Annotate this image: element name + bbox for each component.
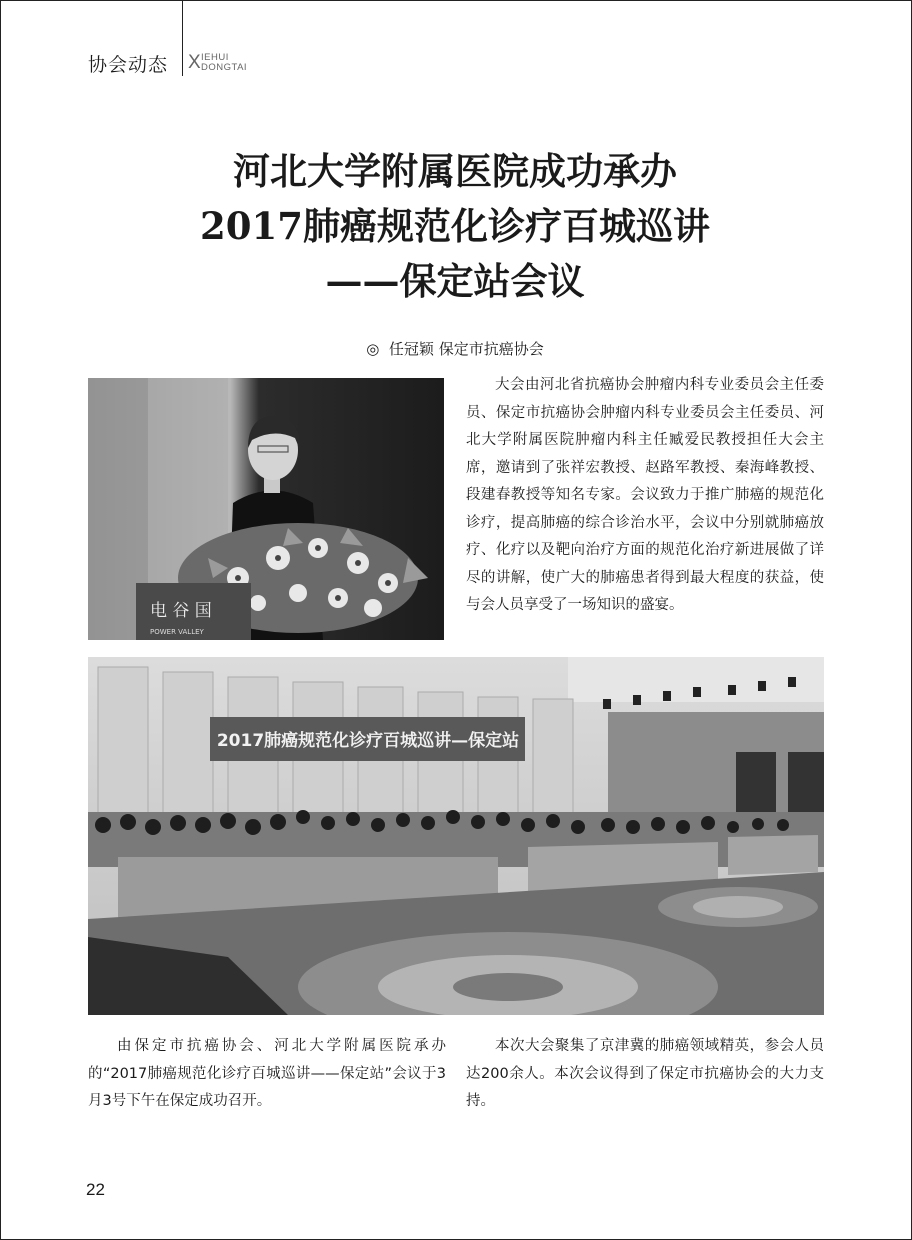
article-title-line-3: ——保定站会议 (325, 259, 585, 303)
page-number: 22 (86, 1180, 105, 1199)
article-title-line-1: 河北大学附属医院成功承办 (233, 149, 677, 193)
section-title-en-line1: IEHUI (201, 52, 229, 63)
paragraph-attendance: 本次大会聚集了京津冀的肺癌领域精英，参会人员达200余人。本次会议得到了保定市抗癌协会的大力支持。 (466, 1038, 824, 1109)
byline-author: 任冠颖 保定市抗癌协会 (388, 340, 544, 358)
right-bottom-text (466, 1033, 824, 1116)
section-title: 协会动态 (88, 54, 169, 76)
paragraph-chair-and-experts: 大会由河北省抗癌协会肿瘤内科专业委员会主任委员、保定市抗癌协会肿瘤内科专业委员会主任委员、河北大学附属医院肿瘤内科主任臧爱民教授担任大会主席，邀请到了张祥宏教授、赵路军教授、秦海峰教授、段建春教授等知名专家。会议致力于推广肺癌的规范化诊疗，提高肺癌的综合诊治水平，会议中分别就肺癌放疗、化疗以及靶向治疗方面的规范化治疗新进展做了详尽的讲解，使广大的肺癌患者得到最大程度的获益，使与会人员享受了一场知识的盛宴。 (466, 377, 824, 613)
podium-sign-en: POWER VALLEY (150, 628, 204, 636)
left-bottom-text (88, 1033, 446, 1116)
section-title-en-initial: X (188, 52, 201, 73)
header-divider (182, 0, 183, 76)
speaker-photo (88, 378, 444, 640)
hall-banner: 2017肺癌规范化诊疗百城巡讲—保定站 (216, 731, 520, 751)
podium-sign: 电 谷 国 (150, 601, 212, 621)
section-title-en (201, 53, 247, 73)
article-title-line-2: 2017肺癌规范化诊疗百城巡讲 (200, 204, 710, 248)
article-byline (90, 338, 820, 359)
byline-mark-icon: ◎ (366, 340, 380, 358)
right-column-text (466, 372, 824, 620)
paragraph-meeting-held: 由保定市抗癌协会、河北大学附属医院承办的“2017肺癌规范化诊疗百城巡讲——保定站”会议于3月3号下午在保定成功召开。 (88, 1038, 446, 1109)
section-title-en-line2: DONGTAI (201, 62, 248, 73)
conference-hall-photo (88, 657, 824, 1015)
